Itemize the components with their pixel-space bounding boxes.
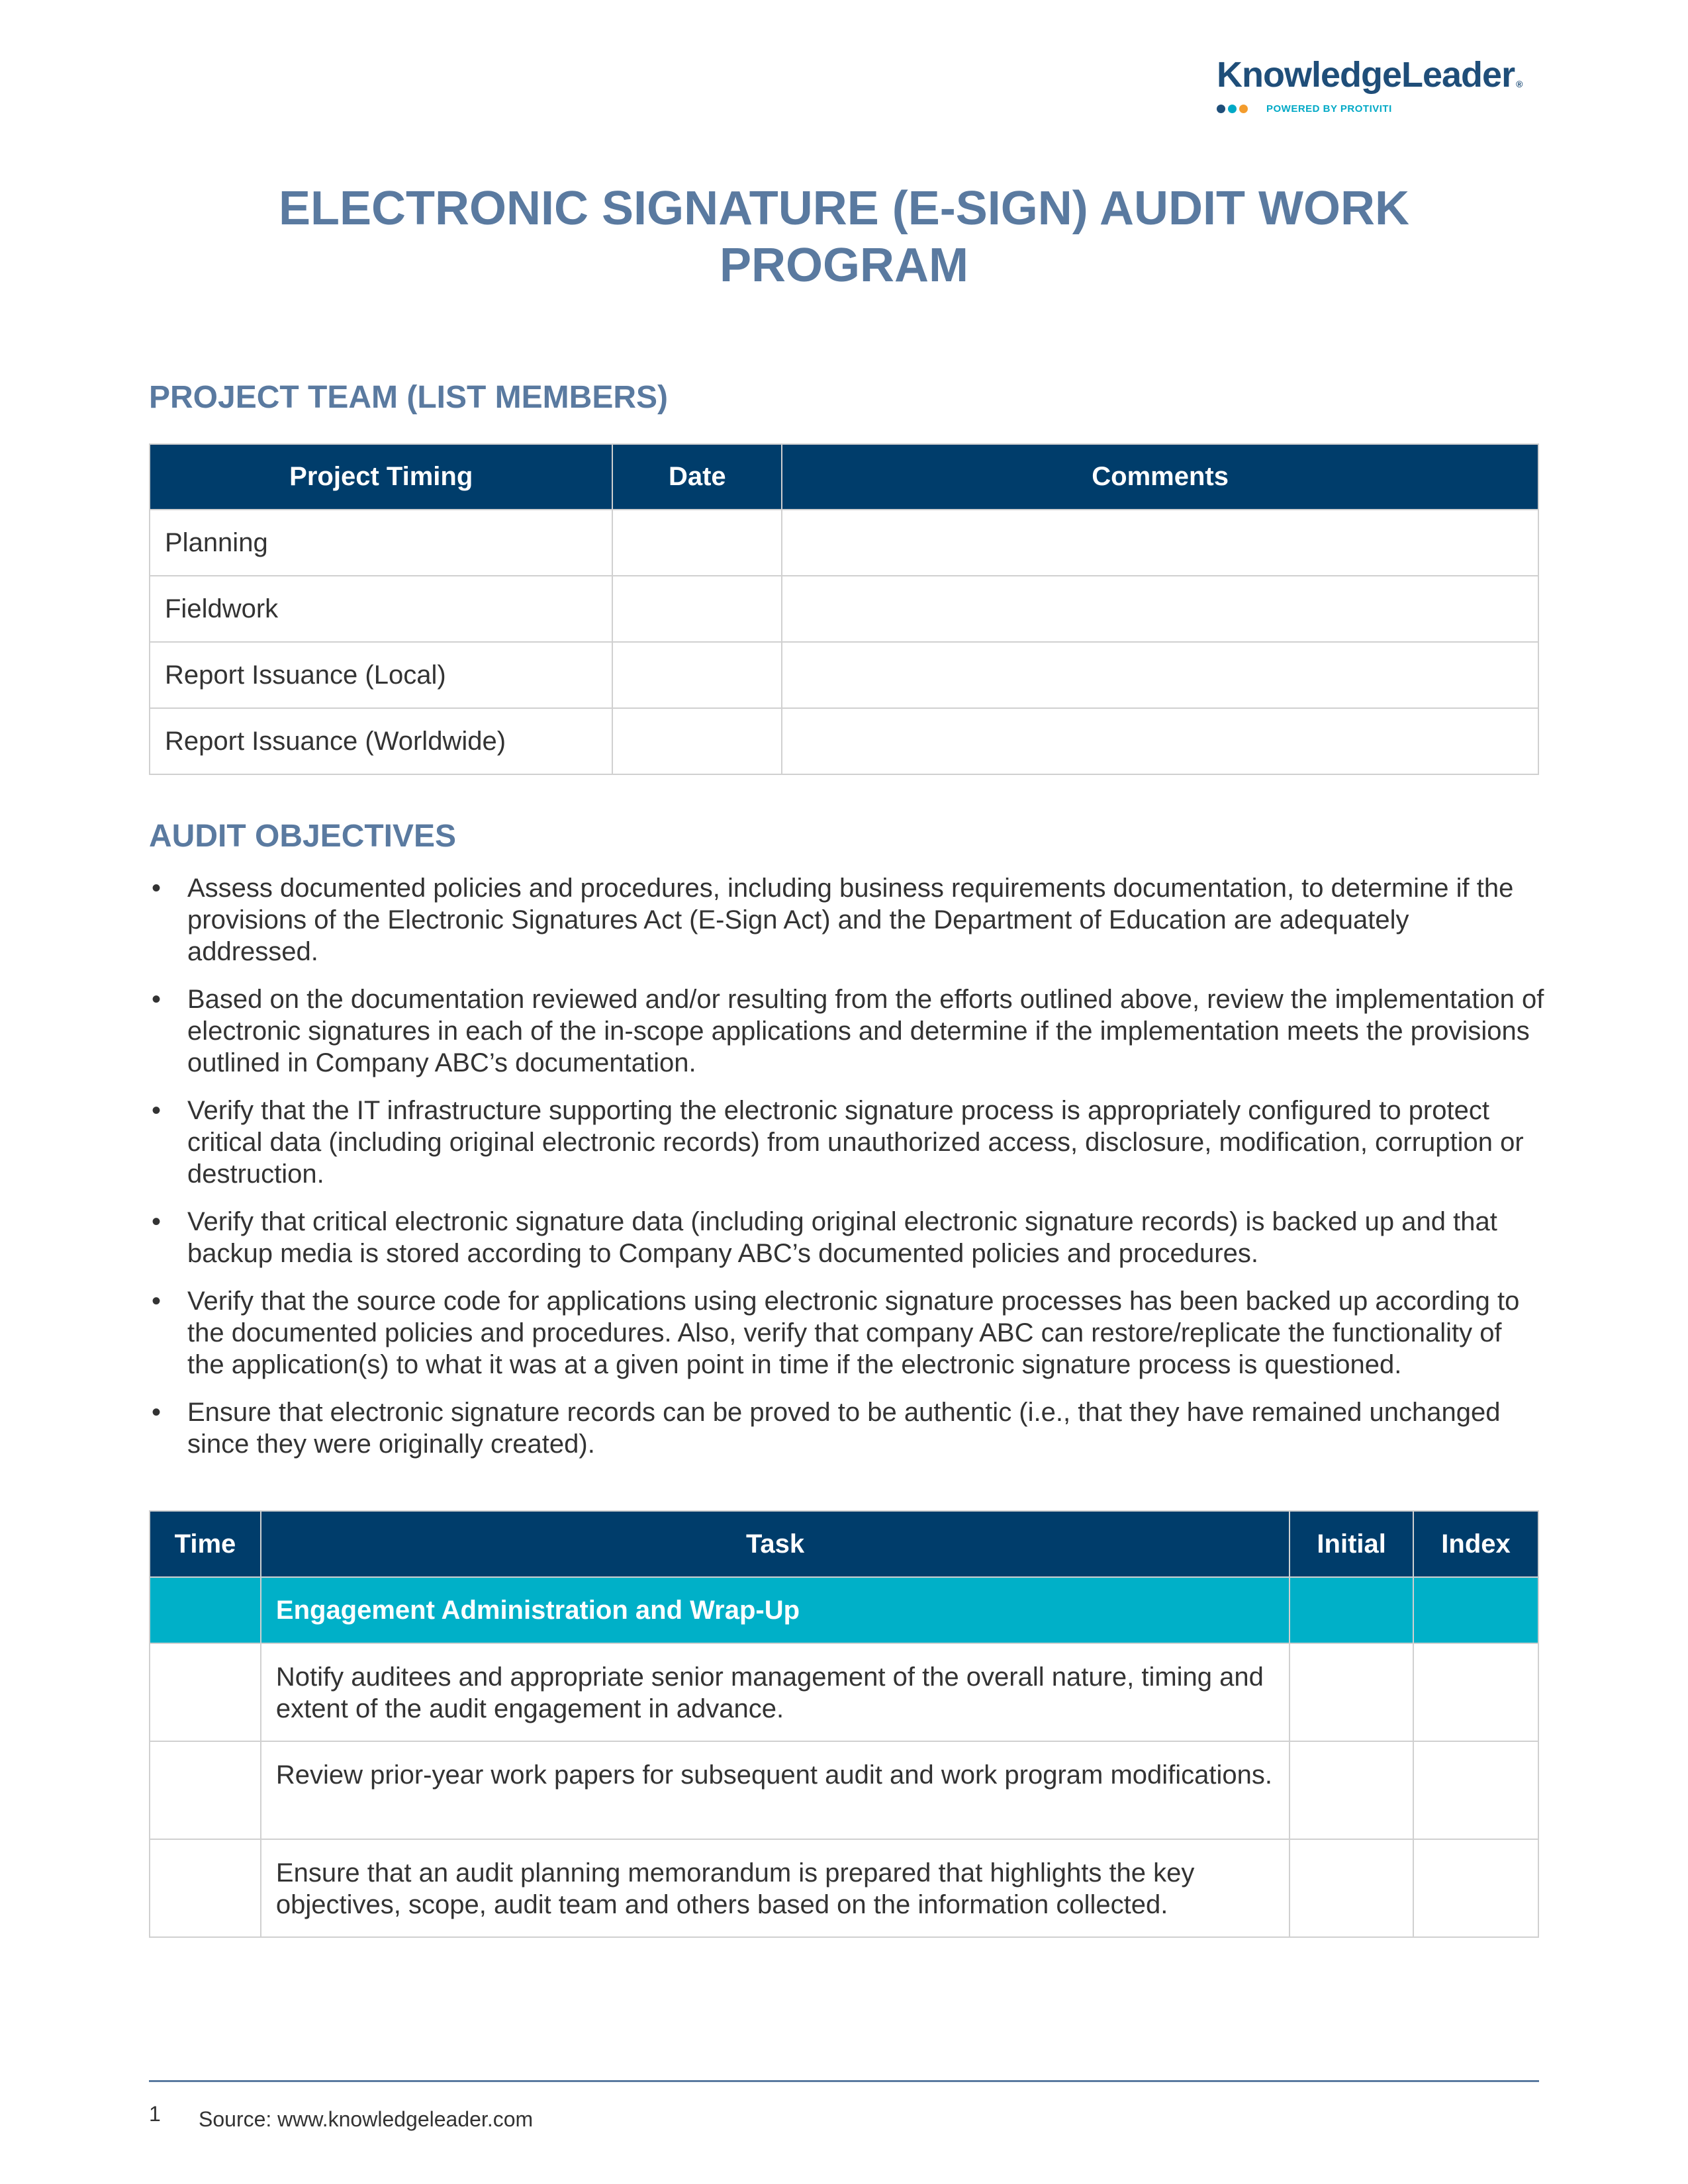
index-cell[interactable]	[1413, 1839, 1538, 1937]
table-row	[150, 642, 1538, 708]
comments-cell[interactable]	[782, 510, 1538, 576]
index-cell[interactable]	[1413, 1741, 1538, 1839]
page-title-line1: ELECTRONIC SIGNATURE (E-SIGN) AUDIT WORK	[279, 182, 1409, 235]
column-header-date: Date	[612, 444, 782, 510]
bullet-icon: •	[152, 1096, 162, 1125]
brand-name: KnowledgeLeader ®	[1217, 55, 1523, 95]
column-header-time: Time	[150, 1511, 261, 1577]
table-row	[150, 1839, 1538, 1937]
timing-cell: Planning	[150, 510, 612, 576]
list-item: • Verify that critical electronic signature data (including original electronic signature records) is backed up and that backup media is stored according to Company ABC’s documented policies and procedures.	[152, 1207, 1497, 1268]
date-cell[interactable]	[612, 708, 782, 774]
bullet-icon: •	[152, 1287, 162, 1316]
page-number: 1	[149, 2102, 161, 2126]
brand-dot-icon	[1217, 105, 1225, 113]
project-timing-table	[149, 443, 1539, 775]
date-cell[interactable]	[612, 510, 782, 576]
brand-sub	[1217, 103, 1541, 114]
page-title	[149, 180, 1539, 294]
audit-task-table	[149, 1510, 1539, 1938]
audit-objectives-list	[149, 872, 1546, 1476]
bullet-icon: •	[152, 985, 162, 1014]
list-item: • Verify that the source code for applications using electronic signature processes has been backed up according to the documented policies and procedures. Also, verify that company ABC can restore/replicate the functionality of the application(s) to what it was at a given point in time if the electronic signature process is questioned.	[152, 1287, 1520, 1379]
section-title: Engagement Administration and Wrap-Up	[261, 1577, 1289, 1643]
initial-cell[interactable]	[1289, 1839, 1413, 1937]
bullet-icon: •	[152, 1207, 162, 1236]
list-item: • Ensure that electronic signature records can be proved to be authentic (i.e., that they have remained unchanged since they were originally created).	[152, 1398, 1501, 1459]
table-row	[150, 576, 1538, 642]
table-header-row	[150, 444, 1538, 510]
column-header-index: Index	[1413, 1511, 1538, 1577]
list-item: • Based on the documentation reviewed and/or resulting from the efforts outlined above, review the implementation of electronic signatures in each of the in-scope applications and determine if the implementation meets the provisions outlined in Company ABC’s documentation.	[152, 985, 1544, 1077]
brand-logo	[1217, 53, 1541, 114]
table-row	[150, 1741, 1538, 1839]
task-cell: Review prior-year work papers for subsequent audit and work program modifications.	[261, 1741, 1289, 1839]
table-row	[150, 510, 1538, 576]
column-header-task: Task	[261, 1511, 1289, 1577]
timing-cell: Report Issuance (Worldwide)	[150, 708, 612, 774]
section-index-cell	[1413, 1577, 1538, 1643]
task-cell: Notify auditees and appropriate senior management of the overall nature, timing and extent of the audit engagement in advance.	[261, 1643, 1289, 1741]
time-cell[interactable]	[150, 1839, 261, 1937]
task-cell: Ensure that an audit planning memorandum is prepared that highlights the key objectives, scope, audit team and others based on the information collected.	[261, 1839, 1289, 1937]
time-cell[interactable]	[150, 1643, 261, 1741]
brand-tagline: POWERED BY PROTIVITI	[1266, 103, 1392, 114]
date-cell[interactable]	[612, 576, 782, 642]
footer-divider	[149, 2080, 1539, 2082]
time-cell[interactable]	[150, 1741, 261, 1839]
table-header-row	[150, 1511, 1538, 1577]
table-row	[150, 708, 1538, 774]
section-row	[150, 1577, 1538, 1643]
list-item: • Verify that the IT infrastructure supporting the electronic signature process is appropriately configured to protect critical data (including original electronic records) from unauthorized access, disclosure, modification, corruption or destruction.	[152, 1096, 1524, 1189]
column-header-project-timing: Project Timing	[150, 444, 612, 510]
list-item: • Assess documented policies and procedures, including business requirements documentation, to determine if the provisions of the Electronic Signatures Act (E-Sign Act) and the Department of Education are adequately addressed.	[152, 874, 1514, 966]
audit-objectives-heading: AUDIT OBJECTIVES	[149, 819, 457, 854]
comments-cell[interactable]	[782, 642, 1538, 708]
project-team-heading: PROJECT TEAM (LIST MEMBERS)	[149, 380, 669, 415]
bullet-icon: •	[152, 1398, 162, 1427]
page-title-line2: PROGRAM	[720, 239, 968, 292]
comments-cell[interactable]	[782, 576, 1538, 642]
section-time-cell	[150, 1577, 261, 1643]
date-cell[interactable]	[612, 642, 782, 708]
footer-source: Source: www.knowledgeleader.com	[199, 2107, 534, 2131]
initial-cell[interactable]	[1289, 1643, 1413, 1741]
brand-dot-icon	[1228, 105, 1237, 113]
index-cell[interactable]	[1413, 1643, 1538, 1741]
brand-dot-icon	[1239, 105, 1248, 113]
column-header-comments: Comments	[782, 444, 1538, 510]
initial-cell[interactable]	[1289, 1741, 1413, 1839]
timing-cell: Fieldwork	[150, 576, 612, 642]
timing-cell: Report Issuance (Local)	[150, 642, 612, 708]
column-header-initial: Initial	[1289, 1511, 1413, 1577]
table-row	[150, 1643, 1538, 1741]
comments-cell[interactable]	[782, 708, 1538, 774]
section-initial-cell	[1289, 1577, 1413, 1643]
bullet-icon: •	[152, 874, 162, 903]
